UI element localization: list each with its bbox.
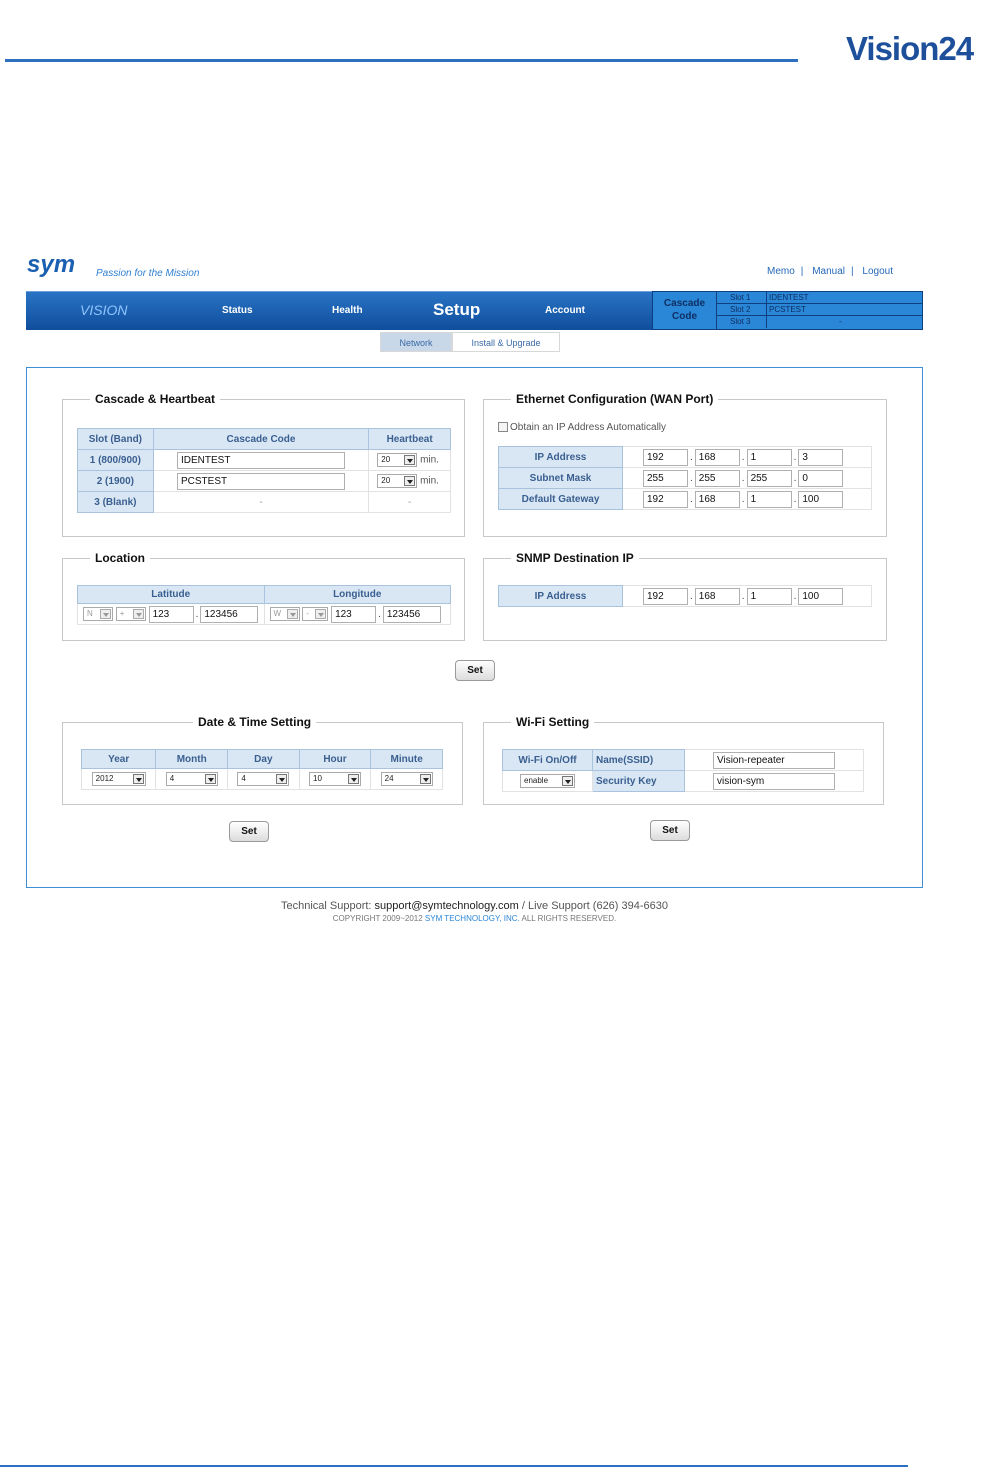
gw-octet-1[interactable]: 192 (643, 491, 688, 508)
cascade-code-input-2[interactable]: PCSTEST (177, 473, 345, 490)
mask-octet-4[interactable]: 0 (798, 470, 843, 487)
nav-account[interactable]: Account (545, 305, 585, 316)
checkbox-icon (498, 422, 508, 432)
auto-ip-checkbox[interactable]: Obtain an IP Address Automatically (498, 422, 666, 433)
chevron-down-icon (404, 476, 415, 486)
location-title: Location (95, 551, 145, 565)
wifi-set-button[interactable]: Set (650, 820, 690, 841)
chevron-down-icon (133, 774, 144, 784)
mask-octet-1[interactable]: 255 (643, 470, 688, 487)
location-table: Latitude Longitude N + 123 . 123456 W - 123 . 123456 (77, 585, 451, 625)
wifi-title: Wi-Fi Setting (516, 715, 590, 729)
memo-link[interactable]: Memo (767, 266, 795, 277)
lon-dir-select[interactable]: W (270, 607, 300, 621)
wifi-group (483, 715, 884, 805)
wifi-table: Wi-Fi On/Off Name(SSID) Vision-repeater enable Security Key vision-sym (502, 749, 864, 792)
chevron-down-icon (348, 774, 359, 784)
footer-rule (0, 1465, 908, 1467)
snmp-title: SNMP Destination IP (516, 551, 634, 565)
cascade-heartbeat-group (62, 392, 465, 537)
vision24-logo: Vision24 (846, 30, 974, 67)
chevron-down-icon (100, 609, 111, 619)
gw-octet-4[interactable]: 100 (798, 491, 843, 508)
minute-select[interactable]: 24 (381, 772, 433, 786)
datetime-table: Year Month Day Hour Minute 2012 4 4 10 24 (81, 749, 443, 790)
cascade-code-input-1[interactable]: IDENTEST (177, 452, 345, 469)
snmp-octet-1[interactable]: 192 (643, 588, 688, 605)
lat-deg-input[interactable]: 123 (149, 606, 194, 623)
lon-sign-select[interactable]: - (302, 607, 328, 621)
lon-deg-input[interactable]: 123 (331, 606, 376, 623)
mask-octet-2[interactable]: 255 (695, 470, 740, 487)
lat-min-input[interactable]: 123456 (200, 606, 258, 623)
chevron-down-icon (562, 776, 573, 786)
datetime-group (62, 715, 463, 805)
chevron-down-icon (315, 609, 326, 619)
ethernet-group (483, 392, 887, 537)
header-rule (5, 59, 798, 62)
top-links: Memo | Manual | Logout (767, 266, 893, 277)
chevron-down-icon (420, 774, 431, 784)
ip-octet-4[interactable]: 3 (798, 449, 843, 466)
month-select[interactable]: 4 (166, 772, 218, 786)
logout-link[interactable]: Logout (862, 266, 893, 277)
snmp-table: IP Address 192 . 168 . 1 . 100 (498, 585, 872, 607)
network-panel (26, 367, 923, 888)
copyright: COPYRIGHT 2009~2012 SYM TECHNOLOGY, INC. ALL RIGHTS RESERVED. (332, 914, 617, 923)
location-group (62, 551, 465, 641)
slot-1: Slot 1 IDENTEST (717, 292, 922, 304)
vision-nav-logo[interactable]: VISION (80, 302, 128, 318)
ip-octet-3[interactable]: 1 (747, 449, 792, 466)
mask-octet-3[interactable]: 255 (747, 470, 792, 487)
chevron-down-icon (133, 609, 144, 619)
support-email-link[interactable]: support@symtechnology.com (374, 900, 519, 912)
slot-2: Slot 2 PCSTEST (717, 304, 922, 316)
heartbeat-select-2[interactable]: 20 (377, 474, 417, 488)
datetime-set-button[interactable]: Set (229, 821, 269, 842)
nav-health[interactable]: Health (332, 305, 363, 316)
chevron-down-icon (205, 774, 216, 784)
nav-status[interactable]: Status (222, 305, 253, 316)
chevron-down-icon (276, 774, 287, 784)
year-select[interactable]: 2012 (92, 772, 146, 786)
cascade-code-panel (652, 291, 923, 330)
network-set-button[interactable]: Set (455, 660, 495, 681)
cascade-table: Slot (Band) Cascade Code Heartbeat 1 (800/900) IDENTEST 20 min. 2 (1900) PCSTEST 20 min. 3 (Blank) - - (77, 428, 451, 513)
manual-link[interactable]: Manual (812, 266, 845, 277)
snmp-octet-4[interactable]: 100 (798, 588, 843, 605)
chevron-down-icon (287, 609, 298, 619)
cascade-heartbeat-title: Cascade & Heartbeat (95, 392, 216, 406)
ssid-input[interactable]: Vision-repeater (713, 752, 835, 769)
gw-octet-3[interactable]: 1 (747, 491, 792, 508)
wifi-onoff-select[interactable]: enable (520, 774, 575, 788)
tab-install-upgrade[interactable]: Install & Upgrade (452, 332, 560, 352)
datetime-title: Date & Time Setting (198, 715, 312, 729)
snmp-octet-2[interactable]: 168 (695, 588, 740, 605)
slot-3: Slot 3 - (717, 316, 922, 328)
ethernet-title: Ethernet Configuration (WAN Port) (516, 392, 714, 406)
company-link[interactable]: SYM TECHNOLOGY, INC. (424, 914, 520, 923)
day-select[interactable]: 4 (237, 772, 289, 786)
tagline: Passion for the Mission (96, 268, 200, 279)
cascade-code-label: Cascade Code (653, 292, 717, 329)
ethernet-table: IP Address 192 . 168 . 1 . 3 Subnet Mask 255 . 255 . 255 . 0 Default Gateway 192 . 168 . 1 . 100 (498, 446, 872, 510)
chevron-down-icon (404, 455, 415, 465)
support-line: Technical Support: support@symtechnology.com / Live Support (626) 394-6630 (280, 900, 669, 912)
hour-select[interactable]: 10 (309, 772, 361, 786)
main-nav (26, 291, 652, 330)
snmp-group (483, 551, 887, 641)
sym-logo: sym (27, 251, 76, 278)
tab-network[interactable]: Network (380, 332, 452, 352)
lat-sign-select[interactable]: + (116, 607, 146, 621)
security-key-input[interactable]: vision-sym (713, 773, 835, 790)
lat-dir-select[interactable]: N (83, 607, 113, 621)
ip-octet-1[interactable]: 192 (643, 449, 688, 466)
nav-setup[interactable]: Setup (433, 300, 481, 319)
heartbeat-select-1[interactable]: 20 (377, 453, 417, 467)
ip-octet-2[interactable]: 168 (695, 449, 740, 466)
lon-min-input[interactable]: 123456 (383, 606, 441, 623)
snmp-octet-3[interactable]: 1 (747, 588, 792, 605)
gw-octet-2[interactable]: 168 (695, 491, 740, 508)
